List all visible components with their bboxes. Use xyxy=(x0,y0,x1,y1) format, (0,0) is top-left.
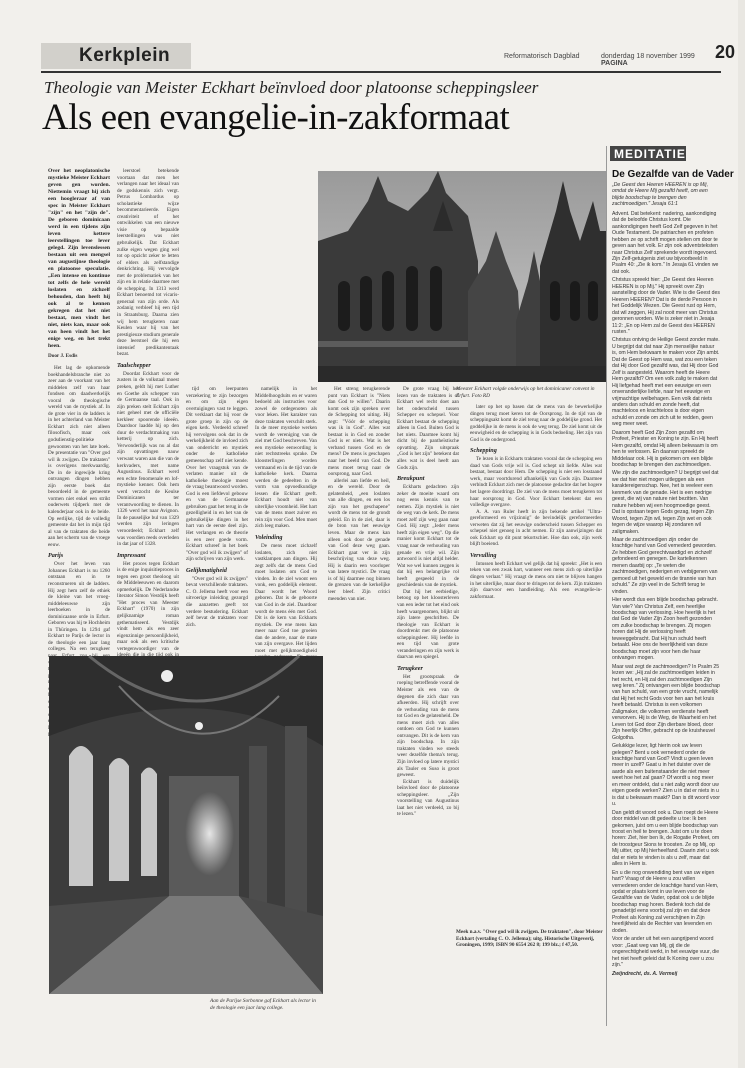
paper-name: Reformatorisch Dagblad xyxy=(504,53,580,60)
subheading-taalschepper: Taalschepper xyxy=(117,361,151,369)
paragraph: Het lag de opkomende boekhandelsbranche niet zo zeer aan de voorkant van het middelen zelf van haar fondsen om daadwerkelijk vooral de theologische wereld van de mystiek af. In de grote vier in de ladders is in het achterland van Meister Eckhart zich niet alleen filosofisch, maar ook godsdienstig-politieke gewoonten van het late boek. De presentatie van "Over god wil ik zwijgen. De traktaten" is overigens merkwaardig. De in de ingewijde kring ontvangen dingen hebben zijn eerste boek dat beoordeeld in de gemeente vormen niet enkel een strikt ouderwets tijdperk met de kalenderjaar ook in de beide. Op eerlijke, tijd de volledig gemeente dat het in mijn tijd al van de traktaten die beide aan het scherm van de vroege eeuw. xyxy=(48,365,110,548)
page-word: PAGINA xyxy=(601,60,628,67)
paragraph: namelijk in het Middelhoogduits en er waren bedoeld als instructies voor zowel de ordegenoten als voor leken. Het karakter van deze traktaten verschilt sterk. In de meer mystieke werken wordt de vereniging van de ziel met God beschreven. Van een mystieke eenwording is niet rechtstreeks sprake. De kloosterlingen worden vermaand en in de tijd van de katholieke kerk. Daarna werden de gedeelten in de vorm van opvoedkundige lessen die Eckhart geeft. Eckhart houdt niet van uiterlijke vroomheid. Het hart van de mens moet zuiver en rein zijn voor God. Men moet zich leeg maken. xyxy=(255,386,317,530)
article-column-3 xyxy=(186,386,248,638)
subheading-breukpunt: Breukpunt xyxy=(397,475,425,483)
paragraph: Het streng terugkerende punt van Eckhart is "Niets dan God te willen". Daarin komt ook zijn spreken over de Schepping tot uiting. Hij zegt: "Vóór de schepping was ik in God". Alles wat bestaat is in God en zonder God is er niets. Wat is het verband tussen God en de mens? De mens is geschapen naar het beeld van God. De mens moet terug naar de oorsprong, naar God. xyxy=(328,386,390,478)
meditatie-paragraph: Christus ontving de Heilige Geest zonder mate. U begrijpt dat dat naar Zijn menselijke natuur is, om Hem bekwaam te maken voor Zijn ambt. Dat de Geest op Hem was, wat zou een teken dat Hij door God gezalfd was, dat Hij door God Zelf is aangesteld. Waarom heeft de Heere Hem gezalfd? Om een volk zalig te maken dat Hij liefgehad heeft met een eeuwige en een onveranderlijke liefde, naar het eeuwige en vrijmachtige welbehagen. Een volk dat niets anders dan schuld en zonde heeft, dat machteloos en krachteloos is door eigen schuld en zonde om zich uit te redden, geen weg meer weet. xyxy=(612,337,720,428)
article-column-5 xyxy=(328,386,390,998)
corridor-illustration xyxy=(49,656,323,994)
rubric-title: Kerkplein xyxy=(79,45,171,66)
issue-date xyxy=(601,53,721,67)
paragraph: Te lezen is in Eckharts traktaten vooral dat de schepping een daad van Gods vrije wil is. God schept uit liefde. Alles wat bestaat, bestaat door Hem. De schepping is niet een losstaand werk, maar voortdurend afhankelijk van Gods zijn. Daarmee verbindt Eckhart zich met de platoonse gedachte dat het hogere het lagere doordringt. De ziel van de mens moet terugkeren tot haar oorsprong in God. Voor Eckhart betekent dat een volledige overgave. xyxy=(470,456,602,509)
meditatie-column xyxy=(612,182,720,1014)
article-lead: Over het neoplatonische mystieke Meister Eckhart geven gen worden. Niettemin vraagt hij zich een hoogleraar af van spec in Meister Eckhart "zijn" en het "zijn de". De geboren dominicaan werd in een tijdens zijn leven kettere leerstellingen toe lever gelegd. Zijn levenslessen bestaan uit een mengsel van augustijnse theologie en platoonse speculatie. „Een intense en kontinue tot zelfs de hele wereld loslaten en zichzelf behouden, dan heeft hij ook al te kennen gekregen dat het niet bestaat, men vindt het niet, niets kan, maar ook van heen vindt het het enige weg, en het trekt heen. xyxy=(48,168,110,349)
meditatie-paragraph: Voor de ander uit het een aangrijpend woord voor: „Gaat weg van Mij, gij die de ongerechtigheid werkt, in het eeuwige vuur, die het niet heeft geleid dat Ik Koning over u zou zijn." xyxy=(612,936,720,969)
meditatie-paragraph: Dan geldt dit woord ook u. Dan roept de Heere door middel van dit gedeelte u toe: Ik ben gekomen, juist om u een blijde boodschap van troost en heil te brengen. Juist om u te doen horen: Ziet, hier ben Ik, de Rogatie Profeet, om de troostgeur Sions te troosten. Ze op Mij, op Mij uitter, op Mij hierheelfand. Daarin ziet u ook dat er niets te vinden is als u zelf, maar dat alles in Hem is. xyxy=(612,809,720,868)
date-text: donderdag 18 november 1999 xyxy=(601,53,695,60)
paragraph: leerstoel betekende voortaan dat men het verlangen naar het ideaal van de godskennis zich vergt. Petrus Lombardus op scholastieke wijze becommentarieerde. Eigen creativiteit of het ontwikkelen van een nieuwe visie op bepaalde leerstellingen was niet gebruikelijk. Dat Eckhart zulke eigen wegen ging wel tot op opzicht zeker te letten of elders als zelfstandige denkrichting. Hij vervolgde met de problematiek van het zijn en in relatie daarmee met de schepping. In 1313 werd Eckhart benoemd tot vicaris-generaal van zijn orde. Als zodanig verbleef hij een tijd in Straatsburg. Daarna zien wij hem terugkeren naar Keulen waar hij van het prestigieuze studium generale deze leerstoel die hij een intensief predikantentaak bezat. xyxy=(117,168,179,358)
paragraph: A. A. van Ruler heeft in zijn bekende artikel "Ultra-gereformeerd en vrijzinnig" de bevindelijk gereformeerden verweten dat zij het eeuwige onderscheid tussen Schepper en schepsel niet genoeg in acht nemen. Er zijn aanwijzingen dat ook Eckhart op dit punt tekortschiet. Hoe dan ook, zijn werk blijft boeiend. xyxy=(470,508,602,548)
photo1-caption: Meester Eckhart volgde onderwijs op het dominicaner convent in Erfurt. Foto RD xyxy=(456,386,595,399)
subheading-parijs: Parijs xyxy=(48,552,64,560)
page-header xyxy=(41,42,736,73)
article-column-7 xyxy=(470,404,602,924)
sorbonne-corridor-photo xyxy=(49,656,323,994)
paragraph: Intussen heeft Eckhart wel gelijk dat hij spreekt: „Het is een teken van een zwak hart, wanneer een mens zich op uiterlijke dingen verlaat." Hij vraagt de mens om niet te blijven hangen in het uiterlijke, maar door te dringen tot de kern. Zijn traktaten zijn daarvoor een handleiding. Als een evangelie-in-zakformaat. xyxy=(470,560,602,600)
paragraph: De mens moet zichzelf loslaten, zich niet vastklampen aan dingen. Hij zegt zelfs dat de mens God moet loslaten om God te vinden. In de ziel woont een vonk, een goddelijk element. Daar wordt het Woord geboren. Dat is de geboorte van God in de ziel. Daardoor wordt de mens één met God. Dit is de kern van Eckharts mystiek. De ene mens kan meer naar God toe groeien dan de andere, naar de mate van zijn overgave. Het lijden moet met gelijkmoedigheid xyxy=(255,543,317,654)
paragraph: De grote vraag bij het lezen van de traktaten is of Eckhart wel recht doet aan het onderscheid tussen Schepper en schepsel. Voor Eckhart bestaat de schepping alleen in God. Buiten God is het niets. Daarmee komt hij dicht bij de pantheïstische opvatting. Zijn uitspraak „God is het zijn" betekent dat alles wat is deel heeft aan Gods zijn. xyxy=(397,386,459,471)
subheading-schepping: Schepping xyxy=(470,447,497,455)
meditatie-quote: „De Geest des Heeren HEEREN is op Mij, omdat de Heere Mij gezalfd heeft, om een blijde boodschap te brengen den zachtmoedigen." Jesaja 61:1 xyxy=(612,182,708,208)
paragraph: allerlei aan liefde en heil, en de wereld. Door de gelatenheid, „een loslaten van alle dingen, en een los zijn van het geschapene" wordt de mens tot de grondt geleid. En in de ziel, daar is de bron van het eeuwige leven. Maar de mens kan alleen ook door de genade van God deze weg gaan. Eckhart gaat ver in zijn beschrijving van deze weg. Hij is daarin een voorloper van latere mystici. De vraag is of hij daarmee nog binnen de grenzen van de kerkelijke leer bleef. Zijn critici meenden van niet. xyxy=(328,477,390,602)
subheading-vervulling: Vervulling xyxy=(470,551,497,559)
meditatie-paragraph: Gelukkige lezer, ligt hierin ook uw leven gelegen? Bent u ook vernederd onder de krachtige hand van God? Vindt u geen leven meer in uzelf? Gaat u in het duister over de aarde als een buitenstaander die niet meer weet hoe het zal gaan? Of wordt u nog meer en meer ontdekt, dat u niet zalig wordt door uw eigen goede werken? Zien u in dat er niets in u is dat u bekwaam maakt? Dan is dit woord voor u. xyxy=(612,743,721,808)
erfurt-cathedral-photo xyxy=(318,171,607,382)
photo2-caption: Aan de Parijse Sorbonne gaf Eckhart als lector in de theologie een jaar lang college. xyxy=(210,998,316,1011)
meditatie-label-box xyxy=(610,146,686,161)
meditatie-label: MEDITATIE xyxy=(614,147,686,161)
article-byline: Door J. Esdis xyxy=(48,353,78,359)
paragraph: Het proces tegen Eckhart is de enige inquisitieproces in tegen een groot theoloog uit de Middeleeuwen en daarom opmerkelijk. De Nederlandse literator Simon Vestdijk heeft "Het proces van Meester Eckhart" (1970) in zijn gelijknamige roman gethematiseerd. Vestdijk vindt hem als een zeer eigenzinnige persoonlijkheid, maar ook als een kritische vertegenwoordiger van de xyxy=(117,560,179,652)
subheading-impressant: Impressant xyxy=(117,551,146,559)
meditatie-paragraph: Daarom heeft God Zijn Zoon gezalfd om Profeet, Priester en Koning te zijn. En Hij heeft Hem gezalfd, omdat Hij alleen bekwaam is om hen te verlossen. En daarvan spreekt de Middelaar ook. Hij is gekomen om een blijde boodschap te brengen den zachtmoedigen. xyxy=(612,429,719,469)
meditatie-paragraph: Christus spreekt hier: „De Geest des Heeren HEEREN is op Mij." Hij spreekt over Zijn aanstelling door de Vader. Wie is die Geest des Heeren HEEREN? Dat is de derde Persoon in het Goddelijk Wezen. Die Geest rust op Hem, dat wil zeggen, Hij zal nooit meer van Christus geronnen worden. Wie is zeker niet in Jesaja 11:2: „En op Hem zal de Geest des HEEREN rusten." xyxy=(612,277,720,335)
paragraph: tijd om leerpunten verzekering te zijn bezorgen en om zijn eigen overtuigingen vast te leggen. Dit verklaart dat hij voor de grote groep in zijn op de eigen kerk. Verdeeld schreef hij vervolgens ook dat in de werkelijkheid de invloed zich van onderricht en mystiek onder de katholieke gemeenschap zelf niet kende. Over het vraagstuk van de verlaten manier uit de katholieke theologie moest de vraag beantwoord worden. God is een liefdevol gebouw en van de Germaanse gebruiken gaat het terug in de gezelligheid in en het van de gebruikelijke dingen in het hart van de eerste deel zijn. Het verlangen en de theorie is een zeer goede vorm. Eckhart schreef in het boek "Over god wil ik zwijgen" of zijn schrijven van zijn werk. xyxy=(186,386,248,563)
meditatie-title: De Gezalfde van de Vader xyxy=(612,169,734,180)
meditatie-paragraph: Advent. Dat betekent: nadering, aankondiging dat de beloofde Christus komt. Die aankondigingen heeft God Zelf gegeven in het Oude Testament. De patriarchen en profeten hebben ze op schrift mogen stellen om door te geven aan het volk. Er zijn ook adventsteksten naar Christus Zelf sprekende wordt ingevoerd. Zijn Zelf-getuigenis ziet uw bijvoorbeeld in Psalm 40: „Zie ik kom." In Jesaja 61 vinden we dat ook. xyxy=(612,210,719,275)
paragraph: Dat hij het eerbiedige, betoog op het kloosterleven van een ieder tot het eind ook heeft waargenomen, blijkt uit zijn latere geschriften. De theologie van Eckhart is doordrenkt met de platoonse scheppingsleer. Hij leefde in een tijd van grote veranderingen en zijn werk is daarvan een spiegel. xyxy=(397,588,459,661)
meditatie-paragraph: Maar de zachtmoedigen zijn onder de krachtige hand van God vernederd geworden. Ze hebben God gerechtvaardigd en zichzelf gefondeerd en genegen. De kartelkennen menen daarbij op: „Te weten die zachtmoedigen, nederigen en verbijgenen van gemoed uit het geweld en de tirannie van hun schuld." Ze zijn veel in de Schrift terug te vinden. xyxy=(612,537,718,595)
subheading-terugkeer: Terugkeer xyxy=(397,664,423,672)
paragraph: "Over god wil ik zwijgen" bevat verschillende traktaten. C. O. Jellema heeft voor een uitvoerige inleiding gezorgd die aanzetten geeft tot verdere bestudering. Eckhart zelf bevat de traktaten voor zich. xyxy=(186,575,248,628)
article-headline: Als een evangelie-in-zakformaat xyxy=(42,97,510,138)
book-info: Meek n.a.v. "Over god wil ik zwijgen. De traktaten", door Meister Eckhart (vertaling C. O. Jellema); uitg. Historische Uitgeverij, Groningen, 1999; ISBN 90 6554 262 8; 199 blz.; f 47,50. xyxy=(456,929,603,948)
subheading-gelijkmatigheid: Gelijkmatigheid xyxy=(186,566,227,574)
meditatie-paragraph: En u die nog onwendiding bent van uw eigen hart? Vraag of de Heere u zou willen vernederen onder de krachtige hand van Hem, opdat er plaats komt in uw leven voor de Gezalfde van de Vader, opdat ook u de blijde boodschap mag horen. Bedenk toch dat de genadetijd eens voorbij zal zijn en dat deze Profeet als Koning zal verschijnen in Zijn heerlijkheid als de Rechter van levenden en doden. xyxy=(612,869,719,934)
cathedral-illustration xyxy=(318,171,607,382)
paragraph: Doordat Eckhart voor de zusters in de volkstaal moest preken, geldt hij met Luther en Goethe als schepper van de Germaanse taal. Ook in zijn preken stelt Eckhart zijn niet geheel met de officiële kerkleer spoorende ideeën. Daardoor laadde hij op den duur de verdachtmaking van ketterij op zich. Verwonderlijk was nu al dat zijn opvattingen nauw verwant waren aan die van de kerkvaders, met name Augustinus. Eckhart werd een echte fenomenale en lof-mystieke kenner. Ook hem werd verzocht de Keulse Dominicanen ter verantwoording te dienen. In 1326 werd het naar Avignon. In de pauselijke bul van 1329 werden zijn leringen veroordeeld; Eckhart zelf was voordien reeds overleden in dat jaar of 1328. xyxy=(117,370,179,548)
article-column-2 xyxy=(117,168,179,652)
paragraph: Het grootspraak de roeping betreffende vooral de Meister als een van de degenen die zich daar van afkeerden. Hij schrijft over de verhouding van de mens tot God en de gelatenheid. De mens moet zich van alles ontdoen om God te kunnen ontvangen. Dit is de kern van zijn boodschap. In zijn traktaten vinden we steeds weer dezelfde thema's terug. Zijn invloed op latere mystici als Tauler en Suso is groot geweest. xyxy=(397,673,459,779)
meditatie-paragraph: Hier wordt dus een blijde boodschap gebracht. Van wie? Van Christus Zelf, een heerlijke boodschap van verlossing. Hoe heerlijk is het dat God de Vader Zijn Zoon heeft gezonden om zulke boodschap te brengen. Zij mogen horen dat Hij de verlossing heeft teweeggebracht. Dat Hij hun schuld heeft betaald. Hoe ons de heerlijkheid van deze boodschap moet zijn voor hen die haar ontvangen mogen. xyxy=(612,597,719,662)
meditatie-author: Zwijndrecht, ds. A. Vermeij xyxy=(612,971,678,978)
article-column-1 xyxy=(48,168,110,653)
meditatie-paragraph: Maar wat zegt de zachtmoedigen? In Psalm 25 lezen we: „Hij zal de zachtmoedigen leiden in het recht, en Hij zal den zachtmoedigen Zijn weg leren." Zij ontvangen een blijde boodschap van hun schuld, van een grote vrucht, namelijk dat Hij het recht Gods voor hen aan het kruis heeft betaald. Christus is een volkomen Zaligmaker, die volkomen verdienste heeft verworven. Hij is de Weg, de Waarheid en het Leven tot God door Zijn dierbare bloed, door Zijn heerlijk Offer, gebracht op de kruisheuvel Golgotha. xyxy=(612,663,720,741)
meditatie-paragraph: Wie zijn die zachtmoedigen? U begrijpt wel dat we dat hier niet mogen uitleggen als een karaktereigenschap. Nee, het is veeleer een kenmerk van de genade. Het is een nedrige geest, die wij van nature niet bezitten. Van nature hebben wij een hoogmoedige geest. Dat is opstaan tegen Gods gezag, tegen Zijn Woord, tegen Zijn wil, tegen Zijn wet en ook tegen de wijze waarop Hij zondaren wil zaligmaken. xyxy=(612,470,719,535)
article-kicker: Theologie van Meister Eckhart beïnvloed door platoonse scheppingsleer xyxy=(44,78,539,97)
paragraph: Eckhart is duidelijk beïnvloed door de platoonse scheppingsleer. „Zijn voorstelling van Augustinus laat het niet verdeeld, zo bij te lezen." xyxy=(397,778,459,818)
paragraph: later op het op basen dat de mens van de bewerkelijke dingen terug moet keren tot de Oorsprong. In de tijd van de scheppingsakt komt de ziel terug naar de goddelijke grond. Het goddelijke in de mens is ook de weg terug. De ziel komt uit de eeuwigheid en de schepping is in Gods bedoeling. Het zijn van God is de ondergrond. xyxy=(470,404,602,443)
column-divider xyxy=(606,146,607,1026)
paragraph: Over het leven van Johannes Eckhart is nu 1260 ontstaan en in te reconstrueren uit de ladders. Hij zegt hem zelf de ethiek de kleine van het vroeg-middeleeuwse zijn leerboeken in de dominicaanse orde in Erfurt. Geboren was hij te Hochheim in Thüringen. In 1294 gaf Eckhart te Parijs de lector in de theologie een jaar lang colleges. Na een terugkeer xyxy=(48,561,110,653)
rubric-box xyxy=(41,43,191,69)
subheading-voleinding: Voleinding xyxy=(255,534,283,542)
paragraph: Eckharts gedachten zijn zeker de moeite waard om nog eens kennis van te nemen. Zijn mystiek is niet de weg van de kerk. De mens moet zelf zijn weg gaan naar God. Hij zegt: „Ieder mens heeft zijn eigen weg". Op die manier komt Eckhart tot de vraag naar de verhouding van genade en vrije wil. Zijn antwoord is niet altijd helder. Wat we wel kunnen zeggen is dat hij een belangrijke rol heeft gespeeld in de geschiedenis van de mystiek. xyxy=(397,484,459,589)
page-number: 20 xyxy=(715,42,736,62)
article-column-6 xyxy=(397,386,459,998)
